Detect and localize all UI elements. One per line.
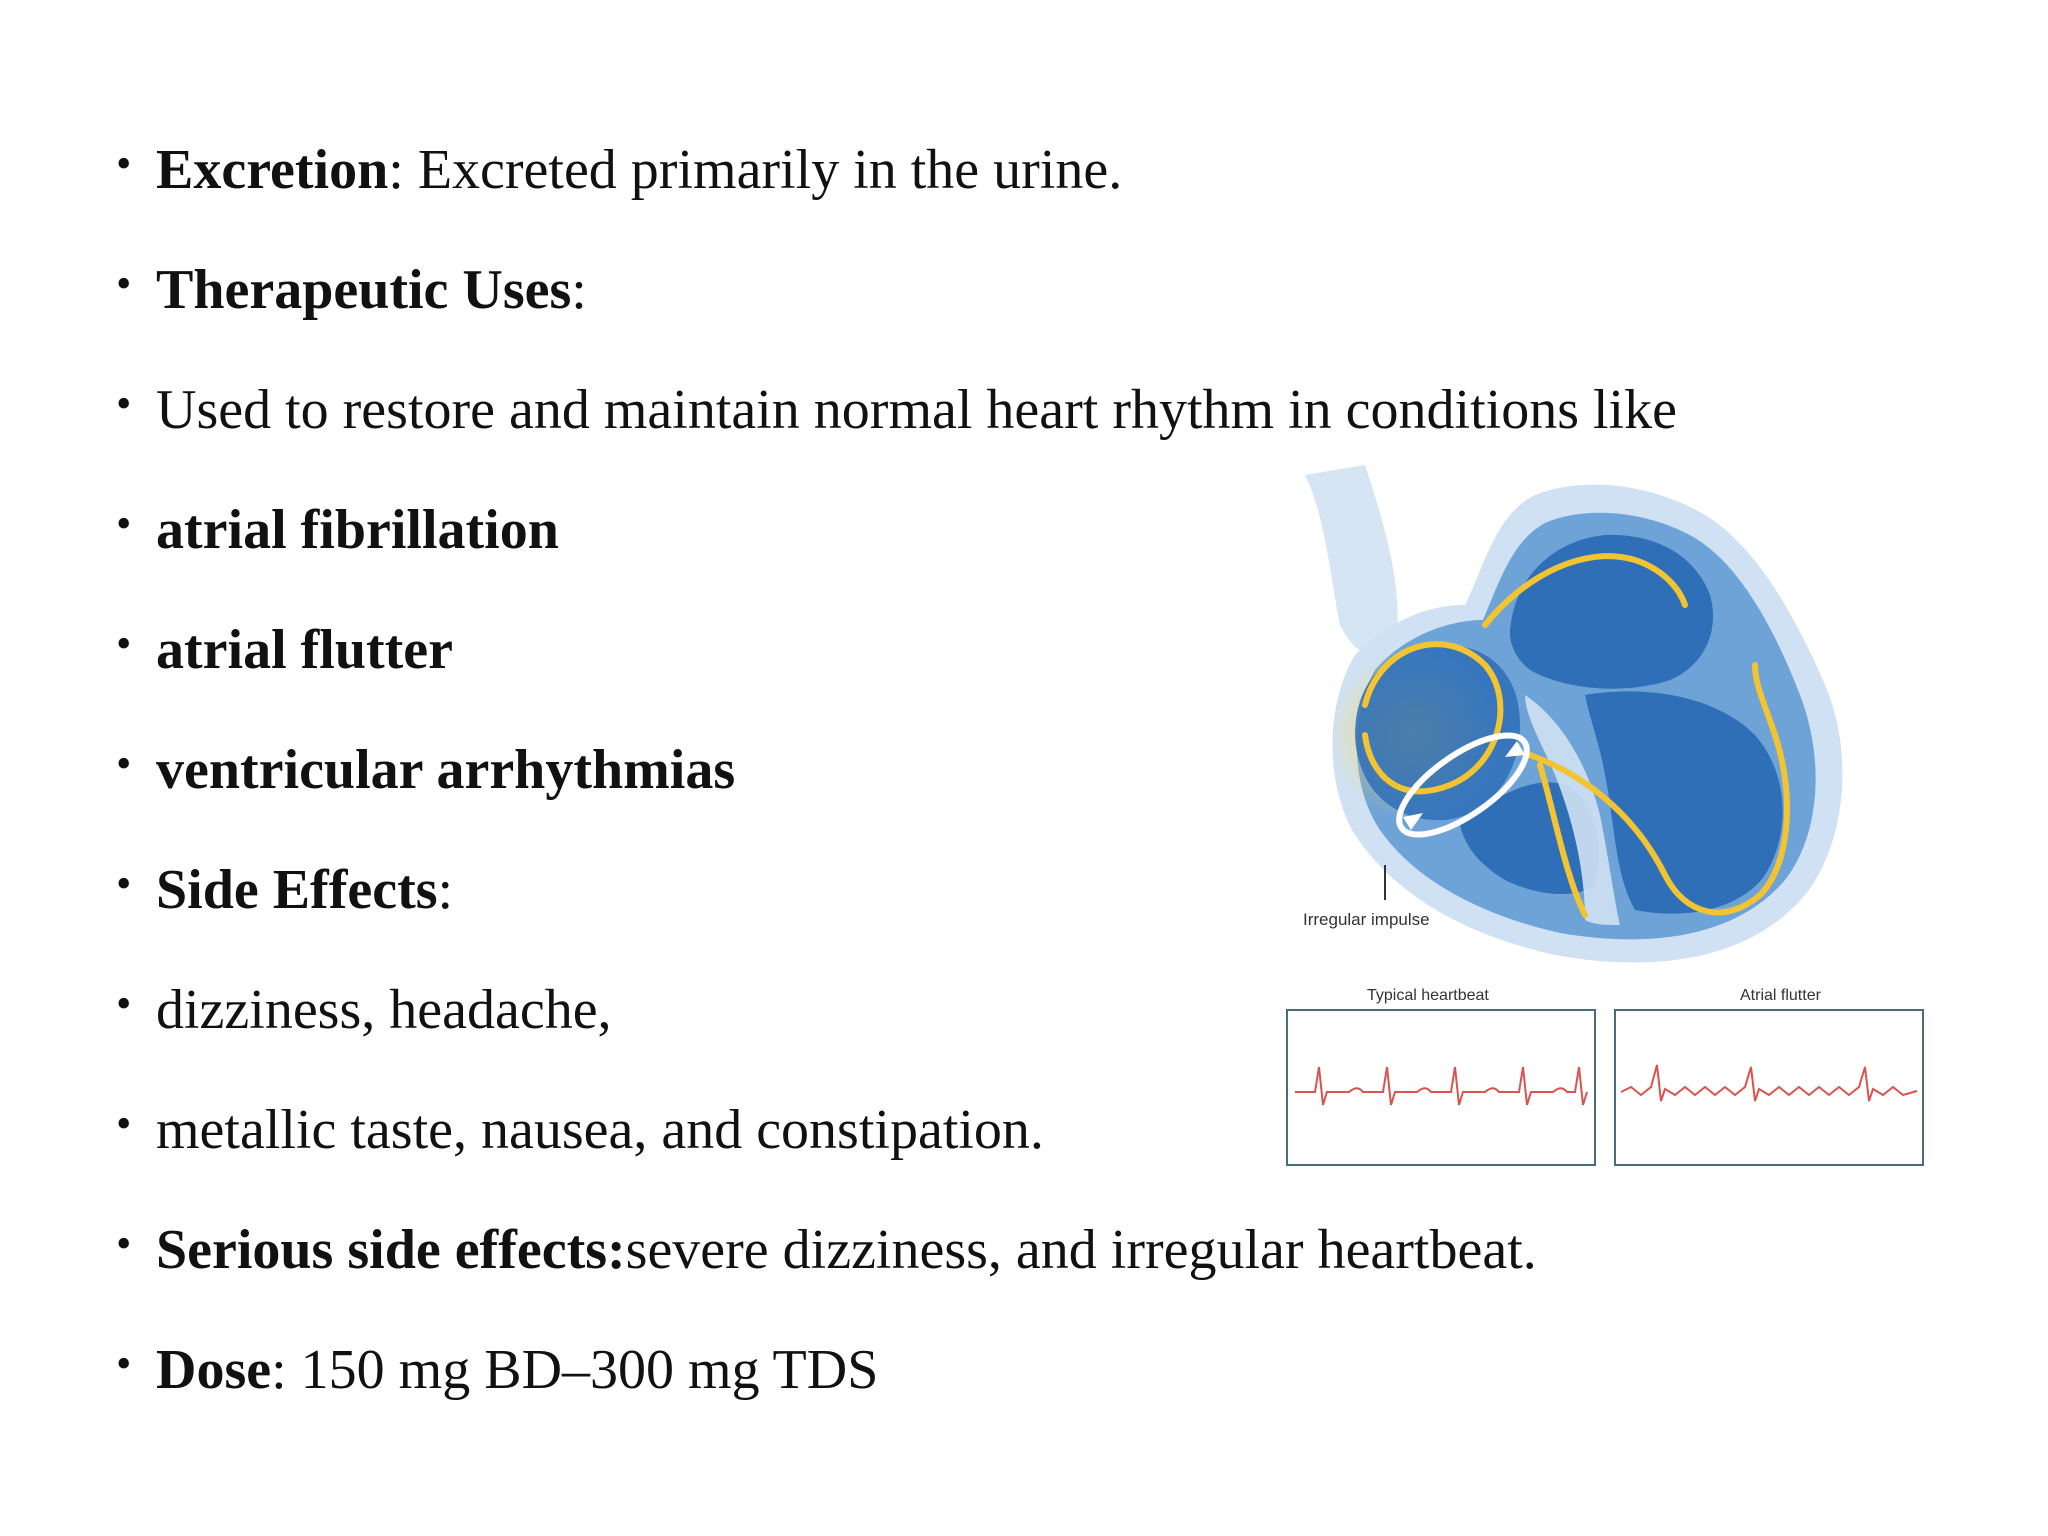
bullet-dot: •: [116, 379, 132, 428]
bullet-atrial-flutter: [116, 610, 453, 690]
vena-cava-shape: [1305, 465, 1398, 655]
bullet-used-to-restore: [116, 370, 1677, 450]
bullet-dot: •: [116, 979, 132, 1028]
bullet-excretion: [116, 130, 1122, 210]
bullet-dot: •: [116, 1339, 132, 1388]
bullet-dot: •: [116, 259, 132, 308]
bullet-ventricular-arrhythmias: [116, 730, 735, 810]
bullet-text: :: [437, 859, 454, 921]
bullet-serious-side-effects: [116, 1210, 1537, 1290]
bullet-bold: Dose: [156, 1339, 272, 1401]
ecg-left-panel: [1287, 1010, 1595, 1165]
ecg-left-label: Typical heartbeat: [1367, 987, 1489, 1004]
heart-flutter-svg: [1285, 455, 1955, 1175]
ecg-right-label: Atrial flutter: [1740, 987, 1821, 1004]
bullet-bold: Side Effects: [156, 859, 438, 921]
bullet-metallic-taste: [116, 1090, 1044, 1170]
bullet-text: :: [571, 259, 587, 321]
bullet-bold: Excretion: [156, 139, 389, 201]
bullet-bold: atrial fibrillation: [156, 499, 559, 561]
bullet-dot: •: [116, 619, 132, 668]
impulse-label: Irregular impulse: [1303, 910, 1430, 929]
bullet-side-effects: [116, 850, 453, 930]
bullet-bold: atrial flutter: [156, 619, 453, 681]
bullet-text: : 150 mg BD–300 mg TDS: [271, 1339, 879, 1401]
bullet-dot: •: [116, 1099, 132, 1148]
bullet-text: Used to restore and maintain normal heart rhythm in conditions like: [156, 379, 1677, 441]
bullet-dot: •: [116, 859, 132, 908]
bullet-bold: Serious side effects:: [156, 1219, 626, 1281]
bullet-text: : Excreted primarily in the urine.: [388, 139, 1123, 201]
ecg-right-panel: [1615, 1010, 1923, 1165]
bullet-dose: [116, 1330, 878, 1410]
bullet-therapeutic-uses: [116, 250, 587, 330]
bullet-dot: •: [116, 499, 132, 548]
bullet-bold: Therapeutic Uses: [156, 259, 572, 321]
bullet-dot: •: [116, 1219, 132, 1268]
bullet-dot: •: [116, 139, 132, 188]
bullet-text: metallic taste, nausea, and constipation.: [156, 1099, 1044, 1161]
bullet-dot: •: [116, 739, 132, 788]
bullet-bold: ventricular arrhythmias: [156, 739, 736, 801]
bullet-atrial-fibrillation: [116, 490, 559, 570]
heart-flutter-illustration: [1285, 455, 1955, 1175]
bullet-text: severe dizziness, and irregular heartbeat.: [625, 1219, 1537, 1281]
bullet-text: dizziness, headache,: [156, 979, 612, 1041]
bullet-dizziness-headache: [116, 970, 612, 1050]
